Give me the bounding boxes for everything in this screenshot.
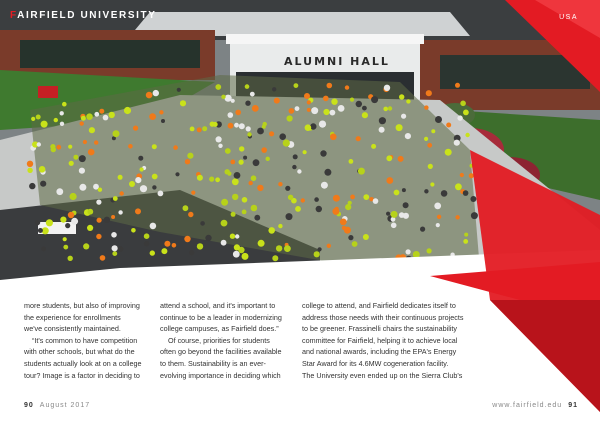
column-line: address those needs with their continuous projects	[302, 312, 464, 322]
footer-left	[24, 402, 90, 409]
text-column-1	[24, 300, 152, 381]
brand-title	[10, 10, 156, 21]
column-line: Star Award for its 4.6MW cogeneration facility.	[302, 358, 449, 368]
column-line: college campuses, as Fairfield does.”	[160, 324, 279, 334]
text-column-2	[160, 300, 288, 381]
brand-title-rest: AIRFIELD UNIVERSITY	[17, 10, 157, 21]
column-line: to them. Sustainability is an ever-	[160, 358, 266, 368]
brand-title-accent: F	[10, 10, 18, 21]
page-number-left: 90	[24, 402, 34, 409]
column-line: to be greener. Frassinelli chairs the sustainability	[302, 324, 458, 334]
column-line: college to attend, and Fairfield dedicates itself to	[302, 301, 456, 310]
page-number-right: 91	[568, 402, 578, 409]
column-line: students actually look at on a college	[24, 358, 142, 368]
column-line: continue to be a leader in modernizing	[160, 312, 282, 322]
text-column-3	[302, 300, 464, 381]
column-line: “It's common to have competition	[24, 335, 138, 345]
column-line: attend a school, and it's important to	[160, 301, 276, 310]
column-line: committee for Fairfield, helping it to achieve local	[302, 335, 458, 345]
issue-date: August 2017	[39, 402, 91, 409]
column-line: the experience for enrollments	[24, 312, 121, 322]
region-label: USA	[559, 14, 578, 21]
column-line: tour? Image is a factor in deciding to	[24, 370, 140, 380]
column-line: and national awards, including the EPA's Energy	[302, 347, 457, 357]
column-line: we've consistently maintained.	[24, 324, 121, 334]
building-sign: ALUMNI HALL	[284, 55, 390, 68]
column-line: Of course, priorities for students	[160, 335, 270, 345]
column-line: evolving importance in deciding which	[160, 370, 281, 380]
column-line: The University even ended up on the Sierra Club's	[302, 370, 463, 380]
column-line: often go beyond the facilities available	[160, 347, 282, 357]
footer-right	[492, 402, 578, 409]
website-link[interactable]: www.fairfield.edu	[492, 402, 563, 409]
column-line: with other schools, but what do the	[24, 347, 135, 357]
column-line: more students, but also of improving	[24, 301, 140, 310]
